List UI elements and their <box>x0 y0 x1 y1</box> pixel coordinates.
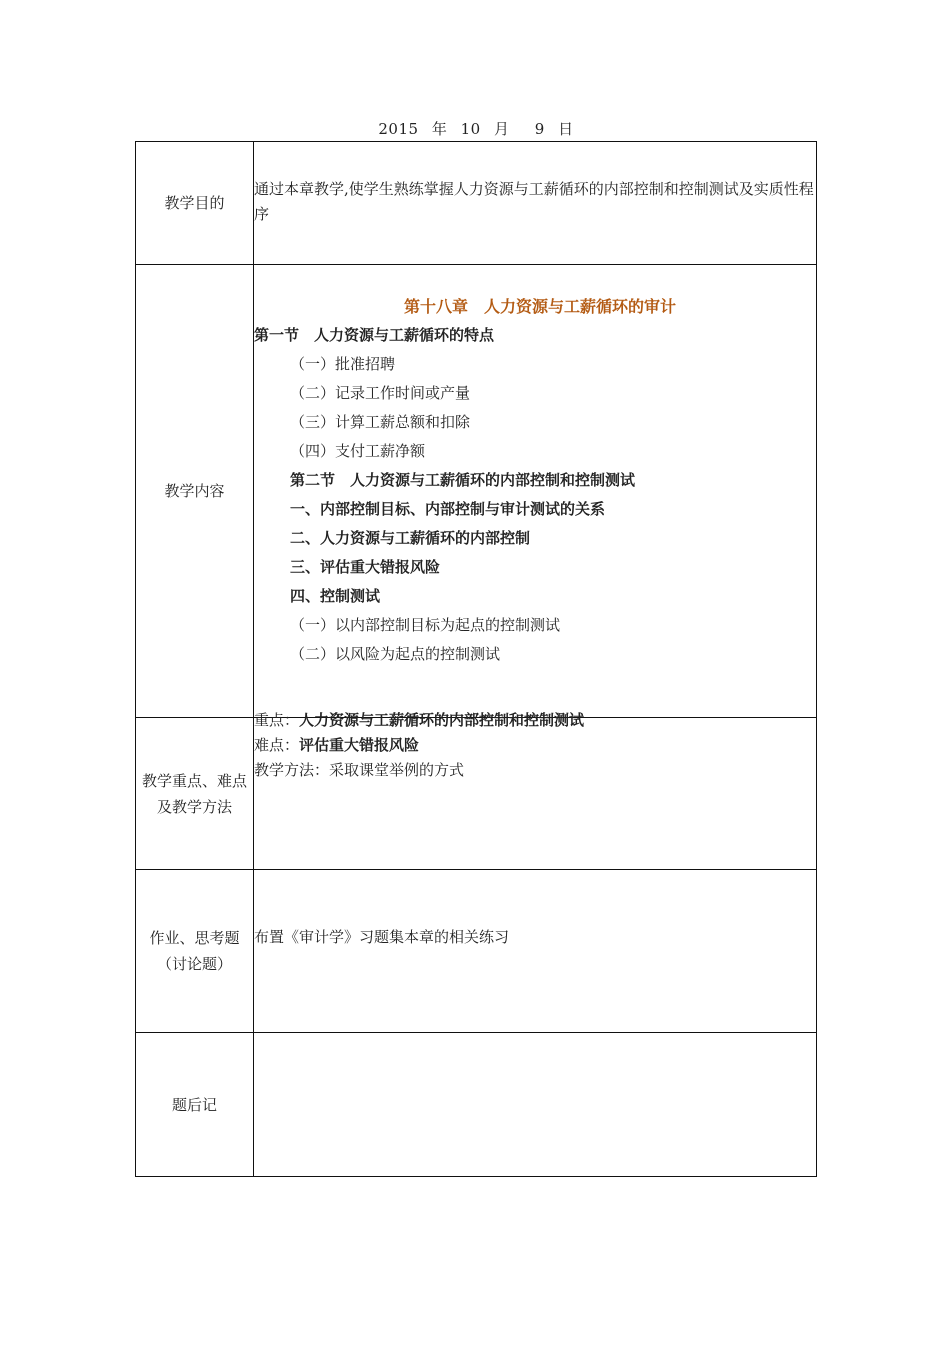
section-1-item: （四）支付工薪净额 <box>290 441 426 460</box>
date-month-unit: 月 <box>494 120 510 138</box>
date-day-unit: 日 <box>558 120 574 138</box>
section-2-item: 三、评估重大错报风险 <box>290 557 441 576</box>
keypoints-row <box>136 718 817 870</box>
notes-label: 题后记 <box>136 1033 254 1177</box>
section-2-item: 一、内部控制目标、内部控制与审计测试的关系 <box>290 499 606 518</box>
date-month: 10 <box>460 120 481 138</box>
homework-label: 作业、思考题（讨论题） <box>136 870 254 1033</box>
date-day: 9 <box>534 120 545 138</box>
lesson-plan-table <box>135 141 817 1177</box>
keypoints-label: 教学重点、难点及教学方法 <box>136 718 254 870</box>
section-2-item: 二、人力资源与工薪循环的内部控制 <box>290 528 531 547</box>
keypoints-cell <box>254 711 817 870</box>
method-text: 教学方法：采取课堂举例的方式 <box>254 761 465 779</box>
section-1-title: 第一节 人力资源与工薪循环的特点 <box>254 325 495 344</box>
difficulty-text: 评估重大错报风险 <box>299 736 420 754</box>
difficulty-prefix: 难点： <box>254 736 300 754</box>
content-cell <box>254 265 817 718</box>
notes-cell <box>254 1033 817 1177</box>
notes-row <box>136 1033 817 1177</box>
date-year-unit: 年 <box>431 120 448 138</box>
control-test-item: （一）以内部控制目标为起点的控制测试 <box>290 615 561 634</box>
content-label: 教学内容 <box>136 265 254 718</box>
goal-row <box>136 142 817 265</box>
homework-row <box>136 870 817 1033</box>
goal-label: 教学目的 <box>136 142 254 265</box>
control-test-item: （二）以风险为起点的控制测试 <box>290 644 501 663</box>
date-line <box>135 118 817 139</box>
section-1-item: （三）计算工薪总额和扣除 <box>290 412 471 431</box>
section-1-item: （一）批准招聘 <box>290 354 396 373</box>
homework-cell <box>254 870 817 1033</box>
section-2-title: 第二节 人力资源与工薪循环的内部控制和控制测试 <box>290 470 636 489</box>
goal-text: 通过本章教学,使学生熟练掌握人力资源与工薪循环的内部控制和控制测试及实质性程序 <box>254 179 814 223</box>
content-row <box>136 265 817 718</box>
date-year: 2015 <box>378 120 419 138</box>
section-2-item: 四、控制测试 <box>290 586 381 605</box>
goal-cell <box>254 142 817 265</box>
focus-prefix: 重点： <box>254 711 300 729</box>
homework-text: 布置《审计学》习题集本章的相关练习 <box>254 928 510 946</box>
keypoints-block <box>254 708 816 783</box>
focus-text: 人力资源与工薪循环的内部控制和控制测试 <box>299 711 585 729</box>
chapter-title: 第十八章 人力资源与工薪循环的审计 <box>403 296 676 316</box>
section-1-item: （二）记录工作时间或产量 <box>290 383 471 402</box>
